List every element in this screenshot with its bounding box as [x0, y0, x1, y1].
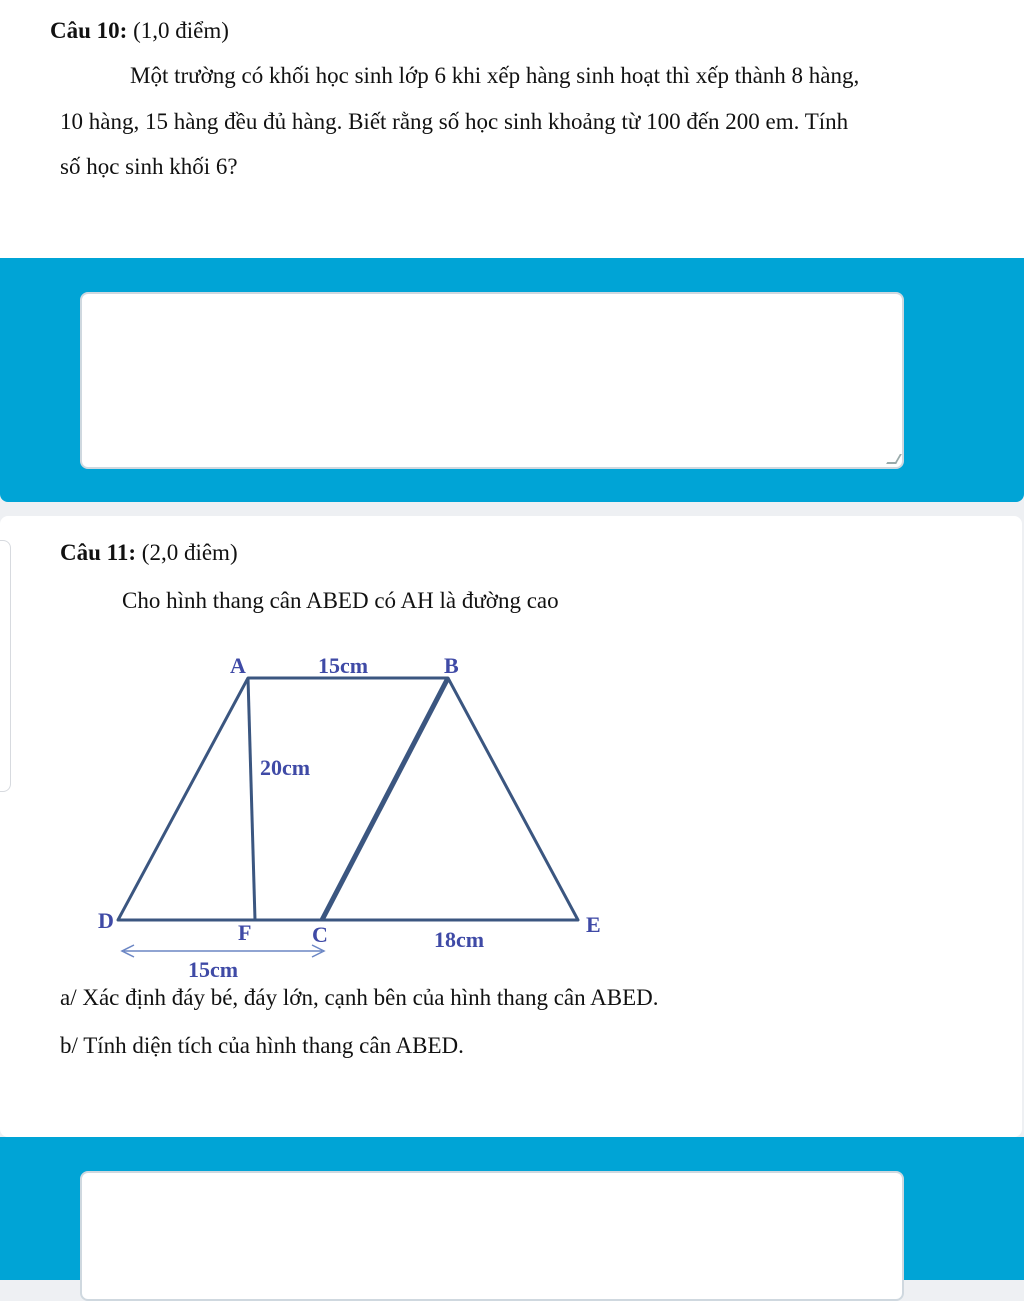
point-f-label: F: [238, 920, 252, 945]
question-10-title: Câu 10:: [50, 18, 128, 43]
vertex-b-label: B: [444, 653, 459, 678]
dc-length-label: 15cm: [188, 957, 239, 982]
height-line-af: [248, 678, 255, 920]
height-length-label: 20cm: [260, 755, 311, 780]
question-10-text-line-3: số học sinh khối 6?: [60, 154, 238, 179]
question-11-title: Câu 11:: [60, 540, 137, 565]
vertex-d-label: D: [98, 908, 114, 933]
vertex-a-label: A: [230, 653, 246, 678]
ce-length-label: 18cm: [434, 927, 485, 952]
question-11-points: (2,0 điêm): [141, 540, 238, 565]
vertex-e-label: E: [586, 912, 601, 937]
top-length-label: 15cm: [318, 653, 369, 678]
question-10-text-line-1: Một trường có khối học sinh lớp 6 khi xếp hàng sinh hoạt thì xếp thành 8 hàng,: [130, 63, 860, 88]
trapezoid-abed: [118, 678, 578, 920]
line-bc: [322, 678, 448, 920]
question-11-intro: Cho hình thang cân ABED có AH là đường cao: [122, 588, 559, 613]
question-11-part-a: a/ Xác định đáy bé, đáy lớn, cạnh bên của hình thang cân ABED.: [60, 985, 659, 1010]
answer-input-question-11[interactable]: [80, 1171, 904, 1301]
point-c-label: C: [312, 922, 328, 947]
question-10-text-line-2: 10 hàng, 15 hàng đều đủ hàng. Biết rằng số học sinh khoảng từ 100 đến 200 em. Tính: [60, 109, 849, 134]
question-10-points: (1,0 điểm): [133, 18, 229, 43]
question-11-part-b: b/ Tính diện tích của hình thang cân ABED.: [60, 1033, 464, 1058]
